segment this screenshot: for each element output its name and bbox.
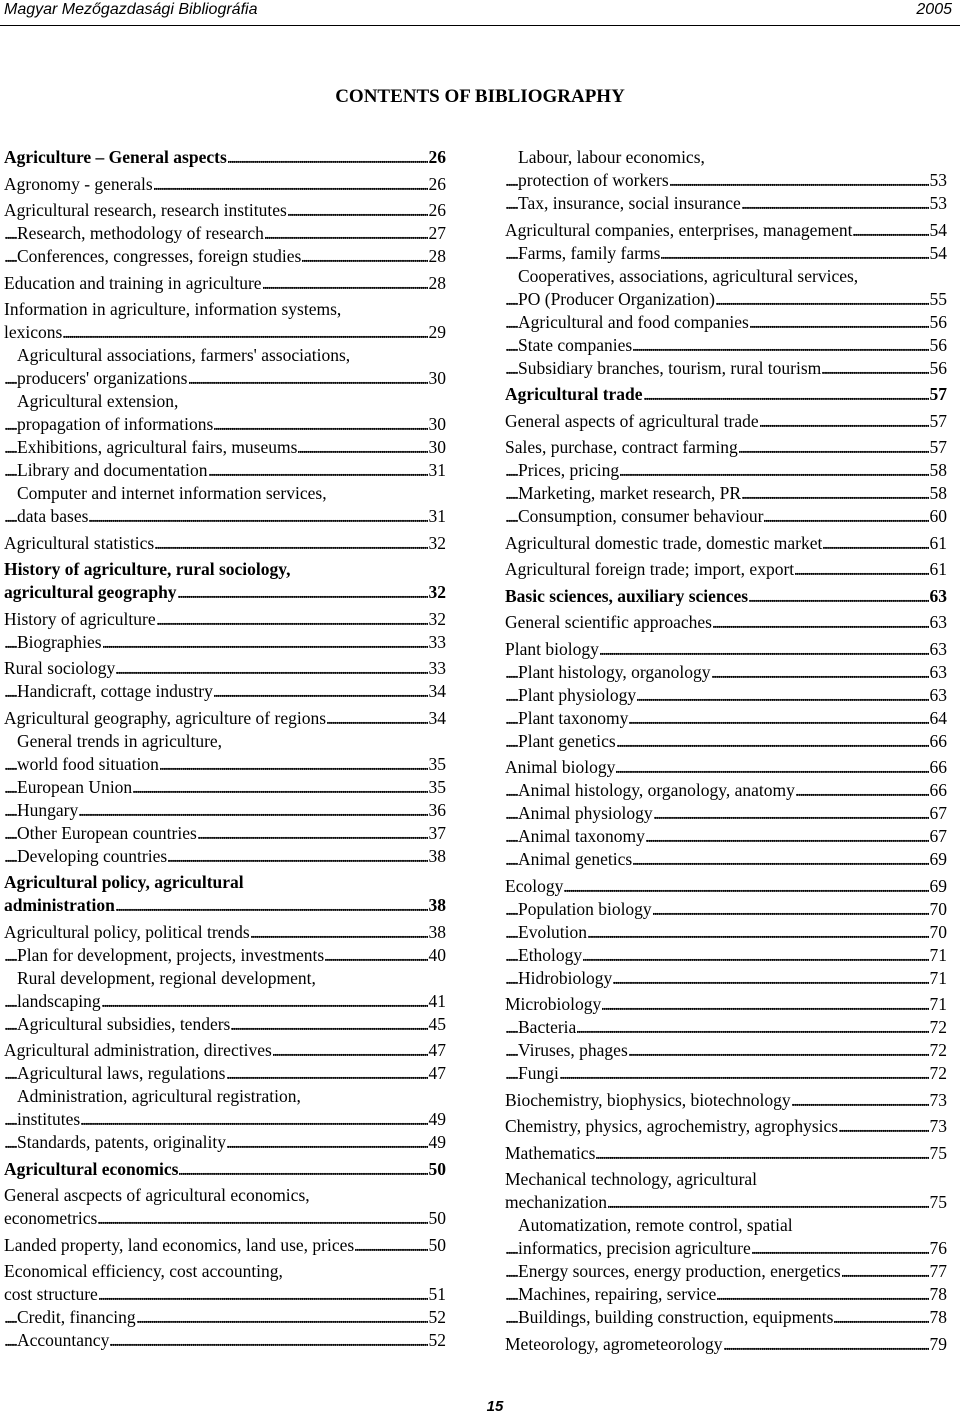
toc-entry [505,944,947,967]
toc-entry [505,730,947,753]
toc-entry-title: Agricultural research, research institutes [4,200,287,220]
toc-entry [505,1283,947,1306]
toc-entry-title: institutes [17,1109,81,1129]
toc-entry-title: Agricultural policy, political trends [4,921,250,942]
toc-entry [4,1039,446,1062]
toc-entry-page: 58 [929,460,947,480]
toc-entry [505,383,947,406]
toc-entry-page: 34 [428,681,446,701]
toc-entry-page: 71 [929,944,947,965]
toc-entry [4,921,446,944]
toc-entry-title: Agricultural foreign trade; import, export [505,559,795,579]
toc-entry-page: 29 [428,322,446,342]
toc-entry [505,532,947,555]
toc-entry-title: Standards, patents, originality [17,1132,226,1152]
toc-entry-title: world food situation [17,753,159,774]
toc-entry-page: 30 [428,437,446,457]
toc-entry-page: 63 [929,638,947,659]
toc-entry-page: 66 [929,757,947,777]
toc-entry-page: 56 [929,357,947,378]
toc-entry [4,532,446,555]
toc-entry-title: protection of workers [518,170,669,190]
toc-entry [4,199,446,222]
toc-entry-title: State companies [518,334,633,355]
toc-entry-page: 30 [428,414,446,434]
toc-entry [4,894,446,917]
toc-entry [4,707,446,730]
toc-entry [505,410,947,433]
toc-entry [4,436,446,459]
toc-entry-title: Agricultural companies, enterprises, management [505,219,853,240]
toc-entry [4,753,446,776]
toc-entry-page: 79 [929,1333,947,1354]
toc-entry [505,802,947,825]
toc-entry [4,730,446,753]
toc-entry [4,173,446,196]
toc-entry [4,298,446,321]
toc-entry [505,1191,947,1214]
dot-leader [4,321,446,344]
toc-entry-page: 52 [428,1330,446,1350]
toc-entry [505,1260,947,1283]
toc-entry-page: 32 [428,532,446,553]
toc-entry-page: 77 [929,1261,947,1281]
toc-entry-title: Agricultural administration, directives [4,1040,272,1060]
toc-entry-page: 58 [929,483,947,503]
toc-entry-title: Developing countries [17,845,168,866]
toc-entry-page: 36 [428,799,446,820]
toc-entry [4,631,446,654]
toc-entry [4,845,446,868]
toc-entry [505,898,947,921]
toc-entry [4,1013,446,1036]
toc-entry-title: Population biology [518,898,652,919]
toc-entry-title: lexicons [4,322,63,342]
toc-entry-title: Mechanical technology, agricultural [505,1169,758,1189]
toc-entry [505,357,947,380]
running-header [0,0,960,26]
toc-entry-page: 73 [929,1116,947,1136]
toc-entry-page: 75 [929,1142,947,1163]
toc-entry [4,222,446,245]
toc-entry-page: 51 [428,1284,446,1304]
toc-entry-page: 69 [929,849,947,869]
toc-entry [4,1207,446,1230]
toc-entry-page: 67 [929,803,947,823]
toc-entry [4,1108,446,1131]
toc-entry-title: Agricultural trade [505,384,643,404]
toc-entry-title: Tax, insurance, social insurance [518,193,741,213]
toc-entry-title: Automatization, remote control, spatial [518,1215,793,1235]
toc-entry [505,334,947,357]
toc-entry-title: History of agriculture [4,608,156,629]
toc-entry-title: Plant taxonomy [518,707,629,728]
toc-entry-title: General aspects of agricultural trade [505,410,759,431]
toc-entry [505,684,947,707]
toc-entry-title: Exhibitions, agricultural fairs, museums [17,437,298,457]
toc-entry [4,1184,446,1207]
toc-entry-title: Microbiology [505,994,602,1014]
toc-entry-title: Agricultural domestic trade, domestic market [505,532,823,553]
toc-entry-title: Animal physiology [518,803,653,823]
toc-entry [505,505,947,528]
toc-entry-title: Hidrobiology [518,967,613,988]
toc-entry-page: 38 [428,921,446,942]
toc-entry-title: agricultural geography [4,582,177,602]
toc-entry [505,288,947,311]
toc-entry-title: Handicraft, cottage industry [17,681,213,701]
toc-entry-title: Mathematics [505,1142,596,1163]
toc-entry [4,1158,446,1181]
toc-entry [4,822,446,845]
toc-entry [505,1062,947,1085]
toc-entry [505,482,947,505]
toc-entry [4,608,446,631]
toc-entry-title: Education and training in agriculture [4,272,262,293]
toc-entry [505,825,947,848]
toc-entry [4,390,446,413]
toc-entry-title: Consumption, consumer behaviour [518,506,764,526]
toc-entry [505,1142,947,1165]
toc-entry-page: 67 [929,826,947,846]
toc-entry [4,1234,446,1257]
toc-entry [4,245,446,268]
toc-entry [505,848,947,871]
toc-entry-title: Hungary [17,799,79,820]
toc-entry [505,707,947,730]
toc-entry [4,272,446,295]
toc-entry-title: Accountancy [17,1330,110,1350]
toc-entry [505,1333,947,1356]
toc-entry-page: 56 [929,334,947,355]
toc-entry-title: Agricultural subsidies, tenders [17,1013,231,1034]
toc-entry [4,505,446,528]
toc-entry-page: 56 [929,311,947,332]
toc-entry-title: Agricultural laws, regulations [17,1063,226,1083]
toc-entry [505,1168,947,1191]
toc-entry [505,993,947,1016]
toc-entry [505,265,947,288]
toc-entry-page: 70 [929,898,947,919]
toc-entry [4,344,446,367]
toc-entry-title: Ecology [505,875,564,896]
page-number: 15 [486,1398,504,1415]
toc-entry-page: 57 [929,410,947,431]
dot-leader [505,1062,947,1085]
toc-entry-page: 60 [929,506,947,526]
toc-entry-page: 66 [929,780,947,800]
toc-entry-title: Plant histology, organology [518,661,711,682]
toc-entry-page: 50 [428,1234,446,1255]
toc-entry-title: Farms, family farms [518,242,661,263]
toc-entry-page: 72 [929,1017,947,1037]
toc-entry-title: Fungi [518,1063,559,1083]
toc-entry-title: Agricultural policy, agricultural [4,872,244,892]
toc-entry [505,436,947,459]
toc-entry-title: Plan for development, projects, investments [17,944,325,965]
toc-entry [4,967,446,990]
toc-entry [505,1016,947,1039]
toc-entry-title: Landed property, land economics, land use, prices [4,1234,355,1255]
toc-entry-page: 28 [428,272,446,293]
toc-entry-page: 70 [929,921,947,942]
toc-entry [505,146,947,169]
toc-entry-page: 63 [929,661,947,682]
contents-right-column [505,146,947,1356]
toc-entry-title: mechanization [505,1192,608,1212]
toc-entry-title: Agricultural and food companies [518,311,749,332]
toc-entry [4,581,446,604]
toc-entry-title: Agricultural extension, [17,391,179,411]
toc-entry-title: Basic sciences, auxiliary sciences [505,585,749,606]
toc-entry-title: Animal genetics [518,849,633,869]
toc-entry-page: 76 [929,1238,947,1258]
toc-entry-page: 53 [929,170,947,190]
toc-entry-title: Bacteria [518,1017,577,1037]
toc-entry-title: Plant physiology [518,684,637,705]
toc-entry-title: Agricultural geography, agriculture of regions [4,707,327,728]
toc-entry [4,321,446,344]
toc-entry-title: Plant biology [505,638,599,659]
toc-entry [505,219,947,242]
toc-entry [4,558,446,581]
toc-entry-title: producers' organizations [17,368,188,388]
toc-entry-page: 54 [929,219,947,240]
toc-entry-page: 69 [929,875,947,896]
toc-entry-page: 34 [428,707,446,728]
toc-entry-page: 66 [929,730,947,751]
toc-entry [4,1260,446,1283]
toc-entry-page: 49 [428,1132,446,1152]
toc-entry [505,311,947,334]
toc-entry-title: Economical efficiency, cost accounting, [4,1261,283,1281]
toc-entry-title: Biochemistry, biophysics, biotechnology [505,1089,791,1110]
toc-entry-title: landscaping [17,990,101,1011]
toc-entry-page: 28 [428,246,446,266]
toc-entry-title: Buildings, building construction, equipments [518,1307,834,1327]
toc-entry-title: Labour, labour economics, [518,147,705,167]
toc-entry [4,657,446,680]
toc-entry-page: 31 [428,506,446,526]
toc-entry-title: Ethology [518,944,583,965]
toc-entry-title: European Union [17,776,133,797]
toc-entry [4,1131,446,1154]
toc-entry-title: Other European countries [17,822,197,843]
toc-entry-page: 71 [929,967,947,988]
toc-entry-page: 38 [428,895,446,915]
toc-entry-title: Agricultural economics [4,1158,179,1179]
toc-entry-title: informatics, precision agriculture [518,1238,751,1258]
toc-entry-page: 32 [428,582,446,602]
toc-entry-page: 78 [929,1307,947,1327]
toc-entry-page: 47 [428,1063,446,1083]
toc-entry [505,611,947,634]
toc-entry-title: General trends in agriculture, [17,730,223,751]
toc-entry [505,585,947,608]
toc-entry-title: Information in agriculture, information systems, [4,299,342,319]
toc-entry-title: cost structure [4,1284,98,1304]
toc-entry-page: 32 [428,608,446,629]
toc-entry [505,169,947,192]
toc-entry-page: 33 [428,631,446,652]
toc-entry [505,1237,947,1260]
toc-entry [4,1085,446,1108]
toc-entry-page: 45 [428,1013,446,1034]
toc-entry-title: Animal biology [505,757,616,777]
toc-entry-title: Chemistry, physics, agrochemistry, agrophysics [505,1116,839,1136]
toc-entry-page: 63 [929,684,947,705]
toc-entry-title: Credit, financing [17,1307,136,1327]
toc-entry [505,661,947,684]
toc-entry-page: 50 [428,1158,446,1179]
toc-entry-page: 26 [428,200,446,220]
toc-entry-title: Meteorology, agrometeorology [505,1333,723,1354]
toc-entry-page: 57 [929,437,947,457]
toc-entry [4,146,446,169]
toc-entry [505,638,947,661]
toc-entry [4,871,446,894]
toc-entry [505,1039,947,1062]
toc-entry-page: 35 [428,753,446,774]
toc-entry [4,944,446,967]
toc-entry-page: 31 [428,460,446,480]
toc-entry-title: General ascpects of agricultural economics, [4,1185,310,1205]
toc-entry-title: Library and documentation [17,460,208,480]
page-title: CONTENTS OF BIBLIOGRAPHY [335,86,625,107]
toc-entry-title: General scientific approaches [505,612,712,632]
toc-entry-page: 55 [929,288,947,309]
toc-entry [505,242,947,265]
toc-entry-page: 64 [929,707,947,728]
toc-entry-page: 63 [929,612,947,632]
toc-entry-page: 75 [929,1192,947,1212]
toc-entry-title: administration [4,895,115,915]
toc-entry [4,990,446,1013]
toc-entry-page: 40 [428,944,446,965]
toc-entry [4,1306,446,1329]
toc-entry-title: History of agriculture, rural sociology, [4,559,291,579]
toc-entry-page: 26 [428,173,446,194]
toc-entry-title: Agriculture – General aspects [4,147,227,167]
contents-left-column [4,146,446,1352]
toc-entry-page: 73 [929,1089,947,1110]
toc-entry-page: 72 [929,1063,947,1083]
toc-entry-title: Plant genetics [518,730,616,751]
toc-entry-title: PO (Producer Organization) [518,288,715,309]
toc-entry [505,875,947,898]
toc-entry-title: Machines, repairing, service [518,1284,717,1304]
toc-entry-title: Agricultural statistics [4,532,155,553]
toc-entry [505,1214,947,1237]
toc-entry-page: 71 [929,994,947,1014]
toc-entry-page: 26 [428,147,446,167]
toc-entry [4,1329,446,1352]
toc-entry-page: 61 [929,532,947,553]
toc-entry [505,459,947,482]
toc-entry [505,967,947,990]
toc-entry-page: 63 [929,585,947,606]
toc-entry [505,779,947,802]
toc-entry [505,1089,947,1112]
publication-year: 2005 [916,1,952,18]
toc-entry [505,1306,947,1329]
toc-entry-page: 35 [428,776,446,797]
toc-entry-page: 53 [929,193,947,213]
toc-entry-title: Research, methodology of research [17,223,264,243]
publication-title: Magyar Mezőgazdasági Bibliográfia [4,1,258,18]
toc-entry [505,921,947,944]
toc-entry [4,776,446,799]
toc-entry-title: Conferences, congresses, foreign studies [17,246,302,266]
toc-entry-page: 38 [428,845,446,866]
toc-entry [4,799,446,822]
toc-entry-title: Prices, pricing [518,460,620,480]
toc-entry-page: 37 [428,822,446,843]
toc-entry-page: 41 [428,990,446,1011]
toc-entry-title: Marketing, market research, PR [518,483,742,503]
toc-entry-title: Viruses, phages [518,1040,628,1060]
toc-entry [4,459,446,482]
dot-leader [505,875,947,898]
toc-entry [4,482,446,505]
toc-entry [4,680,446,703]
toc-entry-page: 54 [929,242,947,263]
toc-entry-title: Agricultural associations, farmers' associations, [17,345,351,365]
toc-entry-title: Biographies [17,631,102,652]
toc-entry-page: 61 [929,559,947,579]
toc-entry-title: Energy sources, energy production, energetics [518,1261,841,1281]
toc-entry-title: Agronomy - generals [4,173,153,194]
toc-entry [505,1115,947,1138]
toc-entry [505,192,947,215]
toc-entry [4,1062,446,1085]
toc-entry-page: 33 [428,658,446,678]
toc-entry [505,756,947,779]
toc-entry-page: 72 [929,1040,947,1060]
toc-entry-title: Administration, agricultural registration, [17,1086,301,1106]
toc-entry-title: Subsidiary branches, tourism, rural tourism [518,357,822,378]
toc-entry [4,1283,446,1306]
toc-entry-page: 30 [428,368,446,388]
toc-entry [505,558,947,581]
toc-entry-page: 57 [929,384,947,404]
toc-entry-page: 47 [428,1040,446,1060]
toc-entry-page: 52 [428,1307,446,1327]
toc-entry-page: 50 [428,1208,446,1228]
toc-entry-title: Rural sociology [4,658,116,678]
toc-entry-title: Evolution [518,921,588,942]
toc-entry [4,367,446,390]
toc-entry-page: 27 [428,223,446,243]
toc-entry-title: Animal histology, organology, anatomy [518,780,795,800]
toc-entry-title: Rural development, regional development, [17,967,316,988]
toc-entry-title: Computer and internet information services, [17,483,327,503]
toc-entry [4,413,446,436]
toc-entry-title: data bases [17,506,89,526]
toc-entry-title: econometrics [4,1208,98,1228]
toc-entry-title: propagation of informations [17,414,214,434]
toc-entry-title: Cooperatives, associations, agricultural services, [518,265,859,286]
toc-entry-page: 49 [428,1109,446,1129]
toc-entry-title: Animal taxonomy [518,826,645,846]
toc-entry-page: 78 [929,1284,947,1304]
toc-entry-title: Sales, purchase, contract farming [505,437,738,457]
